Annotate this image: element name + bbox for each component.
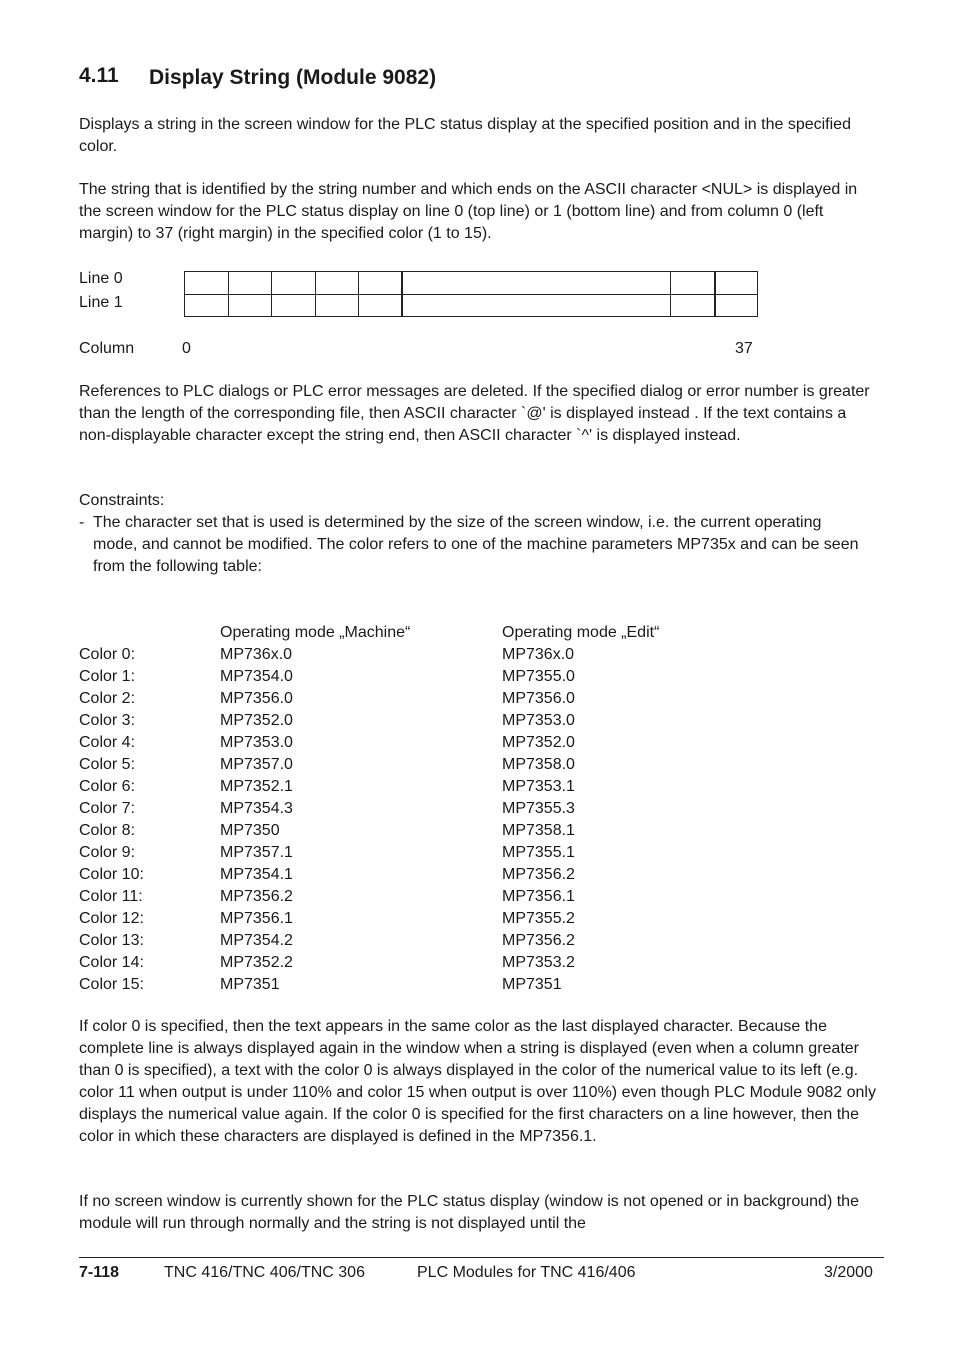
table-row — [79, 710, 879, 732]
edit-mode-cell: MP7356.1 — [502, 888, 575, 905]
table-row — [79, 666, 879, 688]
color-label-cell: Color 6: — [79, 778, 136, 795]
column-label: Column — [79, 340, 135, 357]
machine-mode-cell: MP7357.1 — [220, 844, 293, 861]
column-start-value: 0 — [182, 340, 191, 357]
edit-mode-cell: MP7351 — [502, 976, 562, 993]
table-row — [79, 820, 879, 842]
constraints-label: Constraints: — [79, 492, 165, 509]
machine-mode-cell: MP7354.2 — [220, 932, 293, 949]
bullet-marker: - — [79, 514, 85, 531]
edit-mode-cell: MP736x.0 — [502, 646, 575, 663]
intro-paragraph: Displays a string in the screen window for the PLC status display at the specified position and in the specified color. — [79, 116, 851, 155]
color-label-cell: Color 0: — [79, 646, 136, 663]
color-label-cell: Color 13: — [79, 932, 144, 949]
edit-mode-cell: MP7358.0 — [502, 756, 575, 773]
machine-mode-cell: MP7351 — [220, 976, 280, 993]
table-row — [79, 952, 879, 974]
color-label-cell: Color 11: — [79, 888, 143, 905]
color-label-cell: Color 4: — [79, 734, 136, 751]
color-label-cell: Color 2: — [79, 690, 136, 707]
table-row — [79, 754, 879, 776]
line-1-label: Line 1 — [79, 294, 123, 311]
footer-model: TNC 416/TNC 406/TNC 306 — [164, 1264, 365, 1281]
machine-mode-cell: MP7352.2 — [220, 954, 293, 971]
machine-mode-cell: MP7350 — [220, 822, 280, 839]
table-header-cell: Operating mode „Machine“ — [220, 624, 411, 641]
machine-mode-cell: MP7356.2 — [220, 888, 293, 905]
table-row — [79, 732, 879, 754]
grid-column-divider — [228, 271, 229, 317]
table-row — [79, 908, 879, 930]
color-label-cell: Color 7: — [79, 800, 136, 817]
references-paragraph: References to PLC dialogs or PLC error messages are deleted. If the specified dialog or error number is greater than the length of the corresponding file, then ASCII character `@' is displayed instead . If the text contains a non-displayable character except the string end, then ASCII character `^' is displayed instead. — [79, 383, 870, 444]
table-row — [79, 688, 879, 710]
machine-mode-cell: MP7356.0 — [220, 690, 293, 707]
color-label-cell: Color 10: — [79, 866, 144, 883]
machine-mode-cell: MP7352.1 — [220, 778, 293, 795]
color-label-cell: Color 3: — [79, 712, 136, 729]
table-row — [79, 930, 879, 952]
machine-mode-cell: MP7357.0 — [220, 756, 293, 773]
constraint-bullet-text: The character set that is used is determined by the size of the screen window, i.e. the current operating mode, and cannot be modified. The color refers to one of the machine parameters MP735x and can be seen from the following table: — [93, 514, 859, 575]
color-label-cell: Color 14: — [79, 954, 144, 971]
table-row — [79, 842, 879, 864]
edit-mode-cell: MP7353.0 — [502, 712, 575, 729]
edit-mode-cell: MP7358.1 — [502, 822, 575, 839]
machine-mode-cell: MP7354.1 — [220, 866, 293, 883]
edit-mode-cell: MP7355.0 — [502, 668, 575, 685]
edit-mode-cell: MP7355.3 — [502, 800, 575, 817]
edit-mode-cell: MP7355.2 — [502, 910, 575, 927]
section-number: 4.11 — [79, 64, 119, 87]
table-row — [79, 974, 879, 996]
grid-column-divider — [714, 271, 716, 317]
color-zero-paragraph: If color 0 is specified, then the text appears in the same color as the last displayed character. Because the complete line is always displayed again in the window when a string is displayed (even when a column greater than 0 is specified), a text with the color 0 is always displayed in the color of the numerical value to its left (e.g. color 11 when output is under 110% and color 15 when output is over 110%) even though PLC Module 9082 only displays the numerical value again. If the color 0 is specified for the first characters on a line however, then the color in which these characters are displayed is defined in the MP7356.1. — [79, 1018, 876, 1145]
edit-mode-cell: MP7356.2 — [502, 866, 575, 883]
footer-date: 3/2000 — [824, 1264, 873, 1281]
string-description-paragraph: The string that is identified by the string number and which ends on the ASCII character <NUL> is displayed in the screen window for the PLC status display on line 0 (top line) or 1 (bottom line) and from column 0 (left margin) to 37 (right margin) in the specified color (1 to 15). — [79, 181, 858, 242]
edit-mode-cell: MP7353.2 — [502, 954, 575, 971]
table-row — [79, 776, 879, 798]
footer-section: PLC Modules for TNC 416/406 — [417, 1264, 636, 1281]
grid-column-divider — [670, 271, 671, 317]
edit-mode-cell: MP7356.0 — [502, 690, 575, 707]
machine-mode-cell: MP7353.0 — [220, 734, 293, 751]
line-0-label: Line 0 — [79, 270, 123, 287]
table-row — [79, 798, 879, 820]
table-row — [79, 886, 879, 908]
color-label-cell: Color 8: — [79, 822, 136, 839]
table-header-row — [79, 622, 879, 644]
edit-mode-cell: MP7356.2 — [502, 932, 575, 949]
color-label-cell: Color 9: — [79, 844, 136, 861]
machine-mode-cell: MP7352.0 — [220, 712, 293, 729]
machine-mode-cell: MP736x.0 — [220, 646, 293, 663]
machine-mode-cell: MP7354.3 — [220, 800, 293, 817]
no-window-paragraph: If no screen window is currently shown for the PLC status display (window is not opened or in background) the module will run through normally and the string is not displayed until the — [79, 1193, 859, 1232]
column-end-value: 37 — [735, 340, 753, 357]
machine-mode-cell: MP7356.1 — [220, 910, 293, 927]
grid-column-divider — [358, 271, 359, 317]
table-row — [79, 644, 879, 666]
machine-mode-cell: MP7354.0 — [220, 668, 293, 685]
color-label-cell: Color 15: — [79, 976, 144, 993]
edit-mode-cell: MP7352.0 — [502, 734, 575, 751]
grid-column-divider — [315, 271, 316, 317]
color-label-cell: Color 1: — [79, 668, 136, 685]
footer-page-number: 7-118 — [79, 1264, 120, 1281]
footer-rule — [79, 1257, 884, 1258]
table-header-cell: Operating mode „Edit“ — [502, 624, 660, 641]
section-title: Display String (Module 9082) — [149, 66, 437, 89]
color-label-cell: Color 5: — [79, 756, 136, 773]
grid-column-divider — [271, 271, 272, 317]
grid-column-divider — [401, 271, 403, 317]
edit-mode-cell: MP7353.1 — [502, 778, 575, 795]
edit-mode-cell: MP7355.1 — [502, 844, 575, 861]
color-label-cell: Color 12: — [79, 910, 144, 927]
table-row — [79, 864, 879, 886]
